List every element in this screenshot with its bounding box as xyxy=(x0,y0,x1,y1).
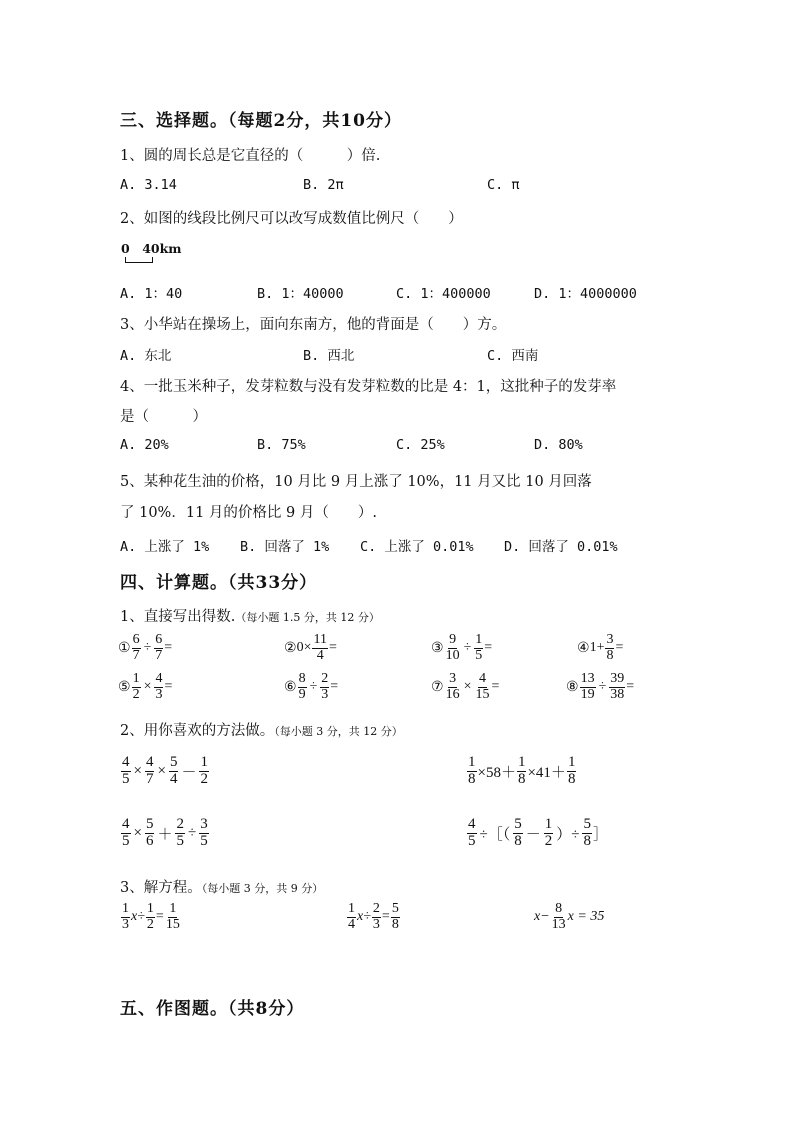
fraction: $\frac{5}{8}$ xyxy=(514,816,522,849)
q4-option-d: D. 80% xyxy=(534,437,583,453)
q3-option-a: A. 东北 xyxy=(120,348,172,364)
fraction: $\frac{13}{19}$ xyxy=(580,671,595,702)
part-3-text: 3、解方程。 xyxy=(120,880,202,896)
item-marker: ④ xyxy=(577,640,590,656)
item-marker: ⑤ xyxy=(118,679,131,695)
section-3-title: 三、选择题。（每题2分，共10分） xyxy=(120,111,402,131)
equals-sign: = xyxy=(484,640,493,656)
oral-item-5 xyxy=(118,672,172,702)
equation-2 xyxy=(346,902,401,932)
fraction: $\frac{4}{5}$ xyxy=(468,816,476,849)
question-4-text-line1: 4、一批玉米种子，发芽粒数与没有发芽粒数的比是 4：1，这批种子的发芽率 xyxy=(120,379,617,395)
equals-sign: = xyxy=(164,640,173,656)
q4-option-c: C. 25% xyxy=(396,437,445,453)
expression-middle: ×58＋ xyxy=(477,764,516,781)
question-3-text: 3、小华站在操场上，面向东南方，他的背面是（ ）方。 xyxy=(120,317,507,333)
fraction: $\frac{1}{2}$ xyxy=(146,901,154,932)
item-marker: ⑧ xyxy=(566,679,579,695)
item-marker: ⑦ xyxy=(431,679,444,695)
equals-sign: = xyxy=(381,909,390,925)
oral-item-7 xyxy=(431,672,499,702)
q5-option-d: D. 回落了 0.01% xyxy=(504,539,618,555)
calc-expression-4 xyxy=(466,817,608,850)
equals-sign: = xyxy=(328,640,337,656)
question-1-text: 1、圆的周长总是它直径的（ ）倍. xyxy=(120,148,381,164)
calc-expression-3 xyxy=(120,817,210,850)
fraction: $\frac{5}{6}$ xyxy=(145,816,154,849)
question-5-text-line2: 了 10%．11 月的价格比 9 月（ ）. xyxy=(120,505,377,521)
fraction: $\frac{2}{3}$ xyxy=(321,671,329,702)
equals-sign: = xyxy=(164,679,173,695)
q5-option-a: A. 上涨了 1% xyxy=(120,539,210,555)
oral-item-4 xyxy=(577,633,623,663)
part-3-heading xyxy=(120,876,323,897)
q2-option-a: A. 1：40 xyxy=(120,286,183,302)
operator: × xyxy=(157,762,166,779)
oral-item-6 xyxy=(284,672,338,702)
q5-option-b: B. 回落了 1% xyxy=(240,539,330,555)
operator: ）÷ xyxy=(556,826,580,843)
equation-1 xyxy=(120,902,182,932)
part-3-note: （每小题 3 分，共 9 分） xyxy=(201,882,324,895)
q1-option-b: B. 2π xyxy=(303,177,344,193)
oral-item-2 xyxy=(284,633,337,663)
fraction: $\frac{4}{7}$ xyxy=(145,754,154,787)
expression-prefix: 0× xyxy=(296,640,312,656)
expression-prefix: 1+ xyxy=(589,640,605,656)
q4-option-a: A. 20% xyxy=(120,437,169,453)
fraction: $\frac{1}{8}$ xyxy=(468,754,476,787)
q5-option-c: C. 上涨了 0.01% xyxy=(360,539,474,555)
fraction: $\frac{9}{10}$ xyxy=(445,632,460,663)
part-1-heading xyxy=(120,605,380,626)
part-2-note: （每小题 3 分，共 12 分） xyxy=(274,725,403,738)
equation-3 xyxy=(534,902,604,932)
q1-option-a: A. 3.14 xyxy=(120,177,177,193)
fraction: $\frac{1}{8}$ xyxy=(567,754,576,787)
operator: ÷ xyxy=(309,679,318,695)
item-marker: ⑥ xyxy=(284,679,297,695)
fraction: $\frac{1}{8}$ xyxy=(517,754,526,787)
fraction: $\frac{4}{3}$ xyxy=(155,671,163,702)
question-2-text: 2、如图的线段比例尺可以改写成数值比例尺（ ） xyxy=(120,211,463,227)
q3-option-b: B. 西北 xyxy=(303,348,355,364)
fraction: $\frac{3}{5}$ xyxy=(200,816,208,849)
section-5-title: 五、作图题。（共8分） xyxy=(120,999,305,1019)
part-1-text: 1、直接写出得数. xyxy=(120,609,236,625)
equals-sign: = xyxy=(155,909,164,925)
q3-option-c: C. 西南 xyxy=(487,348,539,364)
fraction: $\frac{6}{7}$ xyxy=(132,632,140,663)
equals-sign: = xyxy=(615,640,624,656)
fraction: $\frac{1}{5}$ xyxy=(475,632,483,663)
q2-option-d: D. 1：4000000 xyxy=(534,286,637,302)
fraction: $\frac{1}{3}$ xyxy=(122,901,129,932)
question-5-text-line1: 5、某种花生油的价格，10 月比 9 月上涨了 10%，11 月又比 10 月回落 xyxy=(120,474,592,490)
fraction: $\frac{39}{38}$ xyxy=(610,671,625,702)
expression-suffix: x = 35 xyxy=(567,909,605,925)
section-4-title: 四、计算题。（共33分） xyxy=(120,573,318,593)
operator: ÷ xyxy=(187,824,197,841)
oral-item-3 xyxy=(431,633,492,663)
operator: ÷［（ xyxy=(479,826,511,843)
part-2-heading xyxy=(120,719,403,740)
operator: × xyxy=(133,824,142,841)
calc-expression-1 xyxy=(120,755,210,788)
expression-middle: x÷ xyxy=(357,909,371,925)
q2-option-c: C. 1：400000 xyxy=(396,286,491,302)
closing-bracket: ］ xyxy=(592,826,608,843)
q2-option-b: B. 1：40000 xyxy=(257,286,344,302)
fraction: $\frac{1}{2}$ xyxy=(200,754,208,787)
fraction: $\frac{3}{16}$ xyxy=(445,671,460,702)
operator: ÷ xyxy=(598,679,607,695)
fraction: $\frac{1}{2}$ xyxy=(132,671,140,702)
oral-item-8 xyxy=(566,672,634,702)
operator: × xyxy=(133,762,142,779)
item-marker: ② xyxy=(284,640,297,656)
expression-prefix: x− xyxy=(534,909,550,925)
fraction: $\frac{5}{4}$ xyxy=(169,754,178,787)
fraction: $\frac{6}{7}$ xyxy=(155,632,163,663)
q4-option-b: B. 75% xyxy=(257,437,306,453)
operator: ＋ xyxy=(157,826,173,843)
fraction: $\frac{2}{3}$ xyxy=(372,901,380,932)
part-2-text: 2、用你喜欢的方法做。 xyxy=(120,723,275,739)
operator: － xyxy=(525,826,541,843)
operator: × xyxy=(143,679,152,695)
fraction: $\frac{1}{2}$ xyxy=(544,816,553,849)
equals-sign: = xyxy=(626,679,635,695)
oral-item-1 xyxy=(118,633,172,663)
operator: ÷ xyxy=(463,640,472,656)
operator: ÷ xyxy=(143,640,152,656)
fraction: $\frac{4}{15}$ xyxy=(475,671,490,702)
question-4-text-line2: 是（ ） xyxy=(120,409,207,425)
q1-option-c: C. π xyxy=(487,177,520,193)
operator: － xyxy=(181,764,197,781)
scale-bar-line xyxy=(125,257,153,263)
item-marker: ③ xyxy=(431,640,444,656)
item-marker: ① xyxy=(118,640,131,656)
operator: × xyxy=(463,679,472,695)
part-1-note: （每小题 1.5 分，共 12 分） xyxy=(235,611,380,624)
fraction: $\frac{4}{5}$ xyxy=(122,816,130,849)
equals-sign: = xyxy=(330,679,339,695)
equals-sign: = xyxy=(491,679,500,695)
fraction: $\frac{8}{13}$ xyxy=(551,901,566,932)
fraction: $\frac{2}{5}$ xyxy=(176,816,184,849)
expression-middle: ×41＋ xyxy=(527,764,566,781)
expression-middle: x÷ xyxy=(131,909,145,925)
calc-expression-2 xyxy=(466,755,577,788)
fraction: $\frac{4}{5}$ xyxy=(122,754,130,787)
fraction: $\frac{5}{8}$ xyxy=(391,901,399,932)
fraction: $\frac{11}{4}$ xyxy=(313,632,327,663)
fraction: $\frac{1}{15}$ xyxy=(165,901,180,932)
fraction: $\frac{5}{8}$ xyxy=(583,816,591,849)
fraction: $\frac{3}{8}$ xyxy=(606,632,614,663)
fraction: $\frac{8}{9}$ xyxy=(298,671,306,702)
fraction: $\frac{1}{4}$ xyxy=(348,901,355,932)
scale-bar-label: 0 40km xyxy=(121,241,182,256)
